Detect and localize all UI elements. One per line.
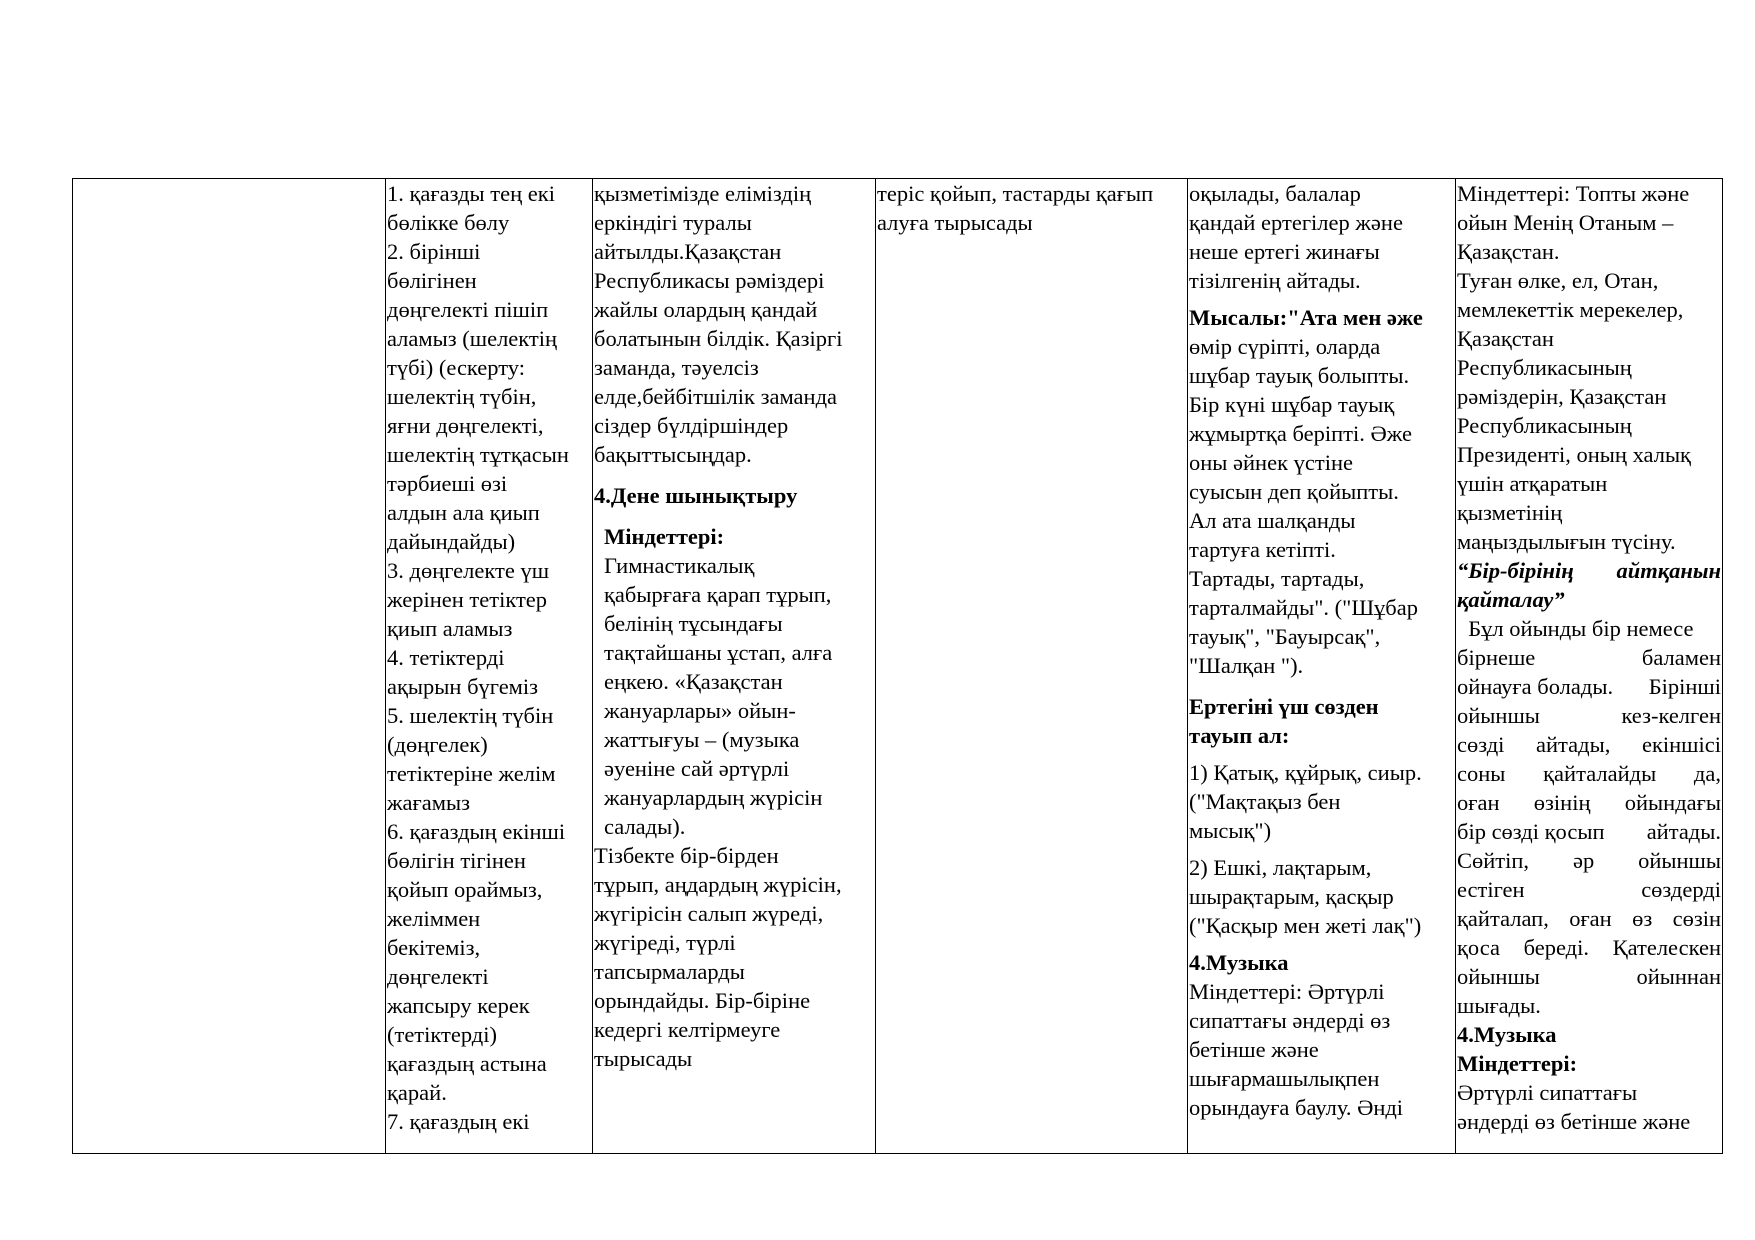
text-line: еңкею. «Қазақстан <box>604 669 783 694</box>
text-line: белінің тұсындағы <box>604 611 783 636</box>
text-line: тауып ал: <box>1189 723 1290 748</box>
text-line: жануарлардың жүрісін <box>604 785 823 810</box>
text-line: Президенті, оның халық <box>1457 442 1691 467</box>
text-line: әндерді өз бетінше және <box>1457 1109 1691 1134</box>
text-line: 4. тетіктерді <box>387 645 505 670</box>
text-line: алдын ала қиып <box>387 500 540 525</box>
text-line: Әртүрлі сипаттағы <box>1457 1080 1638 1105</box>
col3-intro-text <box>594 179 874 469</box>
text-line: суысын деп қойыпты. <box>1189 479 1399 504</box>
text-line: жануарлары» ойын- <box>604 698 796 723</box>
table-cell-col1 <box>73 179 386 1154</box>
text-line: жапсыру керек <box>387 993 530 1018</box>
table-cell-col4 <box>876 179 1188 1154</box>
text-line: тұрып, аңдардың жүрісін, <box>594 872 842 897</box>
text-line: бір сөзді қосып айтады. <box>1457 819 1721 844</box>
text-line: 3. дөңгелекте үш <box>387 558 550 583</box>
text-line: тетіктеріне желім <box>387 761 556 786</box>
text-line: тапсырмаларды <box>594 959 745 984</box>
text-line: Міндеттері: Топты және <box>1457 181 1690 206</box>
lesson-plan-table <box>72 178 1723 1154</box>
music-tasks-label: Міндеттері: <box>1457 1051 1578 1076</box>
col6-intro-text <box>1457 179 1721 556</box>
text-line: қандай ертегілер және <box>1189 210 1403 235</box>
text-line: ойын Менің Отаным – <box>1457 210 1674 235</box>
text-line: ("Мақтақыз бен <box>1189 789 1341 814</box>
text-line: шелектің түбін, <box>387 384 537 409</box>
text-line: оқылады, балалар <box>1189 181 1361 206</box>
text-line: бірнеше баламен <box>1457 645 1721 670</box>
text-line: желіммен <box>387 906 481 931</box>
text-line: еркіндігі туралы <box>594 210 752 235</box>
text-line: Республикасының <box>1457 355 1632 380</box>
text-line: рәміздерін, Қазақстан <box>1457 384 1667 409</box>
text-line: ("Қасқыр мен жеті лақ") <box>1189 913 1422 938</box>
example-first-line: "Ата мен әже <box>1287 305 1423 330</box>
pe-tasks-label: Міндеттері: <box>604 524 725 549</box>
example-label: Мысалы: <box>1189 305 1288 330</box>
text-line: сіздер бүлдіршіндер <box>594 413 789 438</box>
text-line: әуеніне сай әртүрлі <box>604 756 790 781</box>
text-line: бетінше және <box>1189 1037 1319 1062</box>
text-line: тауық", "Бауырсақ", <box>1189 624 1381 649</box>
text-line: бөлікке бөлу <box>387 210 510 235</box>
text-line: шырақтарым, қасқыр <box>1189 884 1394 909</box>
music-heading: 4.Музыка <box>1189 950 1289 975</box>
text-line: ойыншы кез-келген <box>1457 703 1721 728</box>
text-line: оны әйнек үстіне <box>1189 450 1353 475</box>
text-line: қоса береді. Қателескен <box>1457 935 1721 960</box>
text-line: дөңгелекті <box>387 964 489 989</box>
text-line: жерінен тетіктер <box>387 587 548 612</box>
text-line: қиып аламыз <box>387 616 513 641</box>
text-line: бекітеміз, <box>387 935 481 960</box>
text-line: орындауға баулу. Әнді <box>1189 1095 1404 1120</box>
text-line: бөлігінен <box>387 268 477 293</box>
text-line: Сөйтіп, әр ойыншы <box>1457 848 1721 873</box>
table-cell-col2 <box>386 179 593 1154</box>
text-line: қойып ораймыз, <box>387 877 543 902</box>
text-line: оған өзінің ойындағы <box>1457 790 1721 815</box>
text-line: соны қайталайды да, <box>1457 761 1721 786</box>
text-line: салады). <box>604 814 686 839</box>
text-line: Бұл ойынды бір немесе <box>1457 616 1694 641</box>
game-title: “Бір-бірінің айтқанын <box>1457 558 1721 583</box>
text-line: яғни дөңгелекті, <box>387 413 544 438</box>
text-line: тырысады <box>594 1046 693 1071</box>
text-line: заманда, тәуелсіз <box>594 355 759 380</box>
text-line: шұбар тауық болыпты. <box>1189 363 1410 388</box>
table-cell-col6 <box>1456 179 1723 1154</box>
table-cell-col5 <box>1188 179 1456 1154</box>
craft-steps-text <box>387 179 591 1153</box>
example-text <box>1189 332 1454 680</box>
table-cell-col3 <box>593 179 876 1154</box>
pe-tasks-text <box>604 551 874 841</box>
text-line: ойыншы ойыннан <box>1457 964 1721 989</box>
text-line: сипаттағы әндерді өз <box>1189 1008 1391 1033</box>
text-line: 7. қағаздың екі <box>387 1109 530 1134</box>
text-line: сөзді айтады, екіншісі <box>1457 732 1721 757</box>
text-line: Туған өлке, ел, Отан, <box>1457 268 1659 293</box>
text-line: орындайды. Бір-біріне <box>594 988 811 1013</box>
pe-heading: 4.Дене шынықтыру <box>594 483 798 508</box>
game-title-end: қайталау” <box>1457 587 1565 612</box>
music-heading-2: 4.Музыка <box>1457 1022 1557 1047</box>
text-line: жағамыз <box>387 790 470 815</box>
text-line: алуға тырысады <box>877 210 1033 235</box>
text-line: тізілгенің айтады. <box>1189 268 1361 293</box>
col4-text <box>877 179 1186 1153</box>
music-tasks-text <box>1189 977 1454 1122</box>
text-line: кедергі келтірмеуге <box>594 1017 781 1042</box>
text-line: "Шалқан "). <box>1189 653 1304 678</box>
text-line: жаттығуы – (музыка <box>604 727 800 752</box>
pe-outro-text <box>594 841 874 1073</box>
text-line: маңыздылығын түсіну. <box>1457 529 1676 554</box>
text-line: қызметімізде еліміздің <box>594 181 812 206</box>
text-line: түбі) (ескерту: <box>387 355 525 380</box>
text-line: қызметінің <box>1457 500 1563 525</box>
text-line: 1. қағазды тең екі <box>387 181 555 206</box>
text-line: тартуға кетіпті. <box>1189 537 1336 562</box>
text-line: Республикасы рәміздері <box>594 268 825 293</box>
text-line: шығармашылықпен <box>1189 1066 1380 1091</box>
text-line: 2) Ешкі, лақтарым, <box>1189 855 1372 880</box>
game-last-line: шығады. <box>1457 993 1541 1018</box>
text-line: қарай. <box>387 1080 447 1105</box>
text-line: (тетіктерді) <box>387 1022 497 1047</box>
text-line: елде,бейбітшілік заманда <box>594 384 838 409</box>
text-line: өмір сүріпті, оларда <box>1189 334 1381 359</box>
text-line: Ертегіні үш сөзден <box>1189 694 1379 719</box>
text-line: 1) Қатық, құйрық, сиыр. <box>1189 760 1422 785</box>
text-line: қабырғаға қарап тұрып, <box>604 582 832 607</box>
text-line: 6. қағаздың екінші <box>387 819 566 844</box>
text-line: бөлігін тігінен <box>387 848 526 873</box>
game-item-2 <box>1189 853 1454 940</box>
text-line: мемлекеттік мерекелер, <box>1457 297 1684 322</box>
text-line: Республикасының <box>1457 413 1632 438</box>
music-tasks-text-2 <box>1457 1078 1721 1136</box>
text-line: Тартады, тартады, <box>1189 566 1365 591</box>
game-description <box>1457 614 1721 991</box>
text-line: қайталап, оған өз сөзін <box>1457 906 1721 931</box>
text-line: ойнауға болады. Бірінші <box>1457 674 1721 699</box>
text-line: Қазақстан. <box>1457 239 1560 264</box>
text-line: тақтайшаны ұстап, алға <box>604 640 833 665</box>
text-line: жайлы олардың қандай <box>594 297 818 322</box>
text-line: 2. бірінші <box>387 239 481 264</box>
text-line: (дөңгелек) <box>387 732 488 757</box>
text-line: Қазақстан <box>1457 326 1554 351</box>
text-line: Гимнастикалық <box>604 553 755 578</box>
text-line: Тізбекте бір-бірден <box>594 843 779 868</box>
text-line: мысық") <box>1189 818 1272 843</box>
text-line: жұмыртқа беріпті. Әже <box>1189 421 1412 446</box>
table-row <box>73 179 1723 1154</box>
text-line: Міндеттері: Әртүрлі <box>1189 979 1385 1004</box>
text-line: болатынын білдік. Қазіргі <box>594 326 843 351</box>
text-line: тәрбиеші өзі <box>387 471 508 496</box>
text-line: ақырын бүгеміз <box>387 674 539 699</box>
text-line: 5. шелектің түбін <box>387 703 554 728</box>
text-line: естіген сөздерді <box>1457 877 1721 902</box>
text-line: бақыттысыңдар. <box>594 442 752 467</box>
text-line: Ал ата шалқанды <box>1189 508 1356 533</box>
col5-intro-text <box>1189 179 1454 295</box>
text-line: теріс қойып, тастарды қағып <box>877 181 1154 206</box>
text-line: жүгірісін салып жүреді, <box>594 901 824 926</box>
text-line: Бір күні шұбар тауық <box>1189 392 1395 417</box>
text-line: дөңгелекті пішіп <box>387 297 549 322</box>
text-line: неше ертегі жинағы <box>1189 239 1380 264</box>
fairy-tale-game-heading <box>1189 692 1454 750</box>
text-line: аламыз (шелектің <box>387 326 558 351</box>
text-line: тарталмайды". ("Шұбар <box>1189 595 1418 620</box>
text-line: шелектің тұтқасын <box>387 442 569 467</box>
text-line: айтылды.Қазақстан <box>594 239 782 264</box>
text-line: қағаздың астына <box>387 1051 547 1076</box>
text-line: үшін атқаратын <box>1457 471 1608 496</box>
text-line: жүгіреді, түрлі <box>594 930 736 955</box>
text-line: дайындайды) <box>387 529 516 554</box>
game-item-1 <box>1189 758 1454 845</box>
